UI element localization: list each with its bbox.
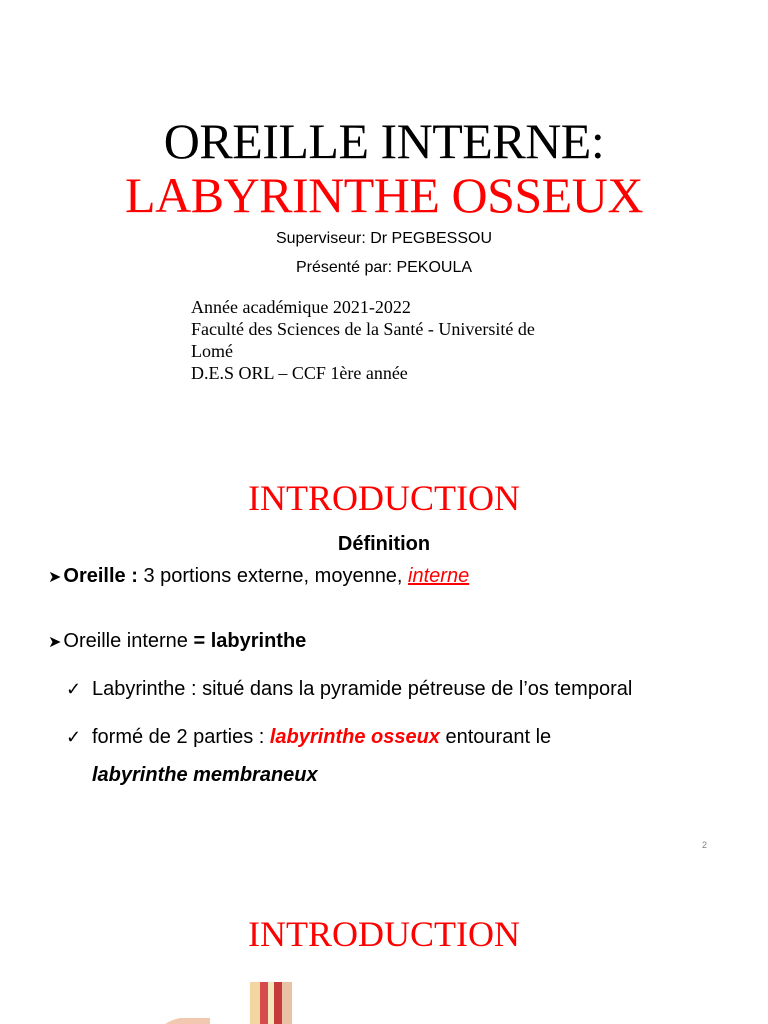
- presenter-text: Présenté par: PEKOULA: [295, 259, 473, 276]
- introduction-slide-2: [0, 862, 768, 1024]
- bullet-emphasis: interne: [408, 565, 470, 587]
- check-item-parties: [66, 726, 551, 749]
- bullet-bold-text: = labyrinthe: [193, 630, 307, 652]
- arrow-bullet-icon: ➤: [48, 634, 62, 651]
- check-item-labyrinthe: [66, 678, 632, 701]
- definition-subheading: Définition: [337, 533, 431, 555]
- info-line: Année académique 2021-2022: [191, 297, 411, 317]
- check-text-after: entourant le: [439, 726, 552, 748]
- supervisor-text: Superviseur: Dr PEGBESSOU: [275, 230, 493, 247]
- info-line: D.E.S ORL – CCF 1ère année: [191, 363, 408, 383]
- check-emphasis: labyrinthe osseux: [269, 726, 440, 748]
- title-line-1: OREILLE INTERNE:: [163, 113, 605, 169]
- checkmark-icon: ✓: [66, 679, 82, 699]
- arrow-bullet-icon: ➤: [48, 569, 62, 586]
- bullet-text: Oreille interne: [63, 630, 194, 652]
- info-line: Faculté des Sciences de la Santé - Université de: [191, 319, 535, 339]
- page-number: 2: [702, 840, 708, 850]
- slide-heading: INTRODUCTION: [248, 914, 520, 954]
- bullet-text: 3 portions externe, moyenne,: [137, 565, 409, 587]
- bullet-oreille: [48, 565, 469, 588]
- check-text: formé de 2 parties :: [92, 726, 270, 748]
- slide-heading: INTRODUCTION: [248, 478, 520, 518]
- ear-anatomy-illustration: [150, 982, 310, 1024]
- checkmark-icon: ✓: [66, 727, 82, 747]
- check-text: Labyrinthe : situé dans la pyramide pétreuse de l’os temporal: [92, 678, 633, 700]
- academic-info: [191, 296, 591, 384]
- bullet-oreille-interne: [48, 630, 306, 653]
- info-line: Lomé: [191, 341, 233, 361]
- check-continuation: labyrinthe membraneux: [92, 764, 318, 786]
- title-slide: [0, 0, 768, 430]
- title-line-2: LABYRINTHE OSSEUX: [125, 167, 643, 223]
- bullet-bold-label: Oreille :: [63, 565, 138, 587]
- introduction-slide: [0, 430, 768, 862]
